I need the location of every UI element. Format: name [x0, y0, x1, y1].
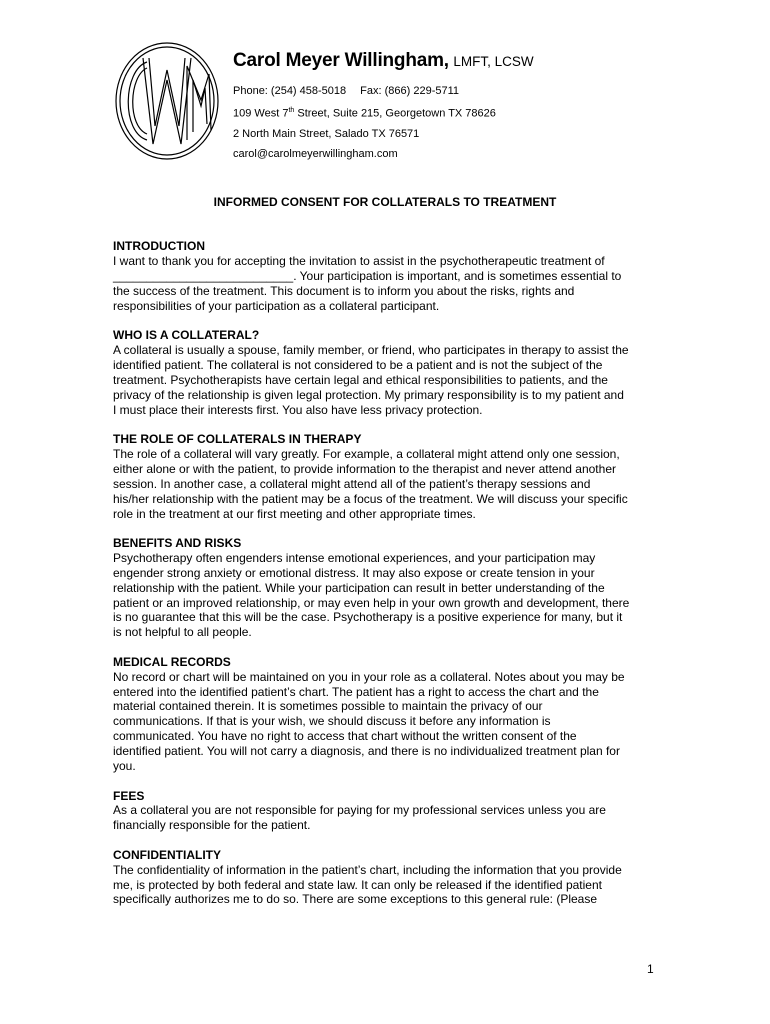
- section-heading: WHO IS A COLLATERAL?: [113, 328, 260, 343]
- paragraph-line: specifically authorizes me to do so. There are some exceptions to this general rule: (Please: [113, 892, 598, 907]
- paragraph-line: either alone or with the patient, to provide information to the therapist and never attend another: [113, 461, 616, 476]
- section-heading: INTRODUCTION: [113, 239, 205, 253]
- letterhead: [233, 50, 534, 164]
- section-introduction: [113, 239, 658, 314]
- paragraph-line: identified patient. The collateral is not considered to be a patient and is not the subject of the: [113, 357, 603, 372]
- paragraph-line: Psychotherapy often engenders intense emotional experiences, and your participation may: [113, 550, 596, 565]
- section-heading: MEDICAL RECORDS: [113, 654, 231, 669]
- paragraph-line: entered into the identified patient’s chart. The patient has a right to access the chart and the: [113, 684, 599, 699]
- paragraph-line: treatment. Psychotherapists have certain legal and ethical responsibilities to patients, and the: [113, 372, 608, 387]
- section-heading: THE ROLE OF COLLATERALS IN THERAPY: [113, 431, 362, 446]
- section-the-role-of-collaterals-in-therapy: [113, 432, 658, 521]
- contact-phone-fax: [233, 81, 534, 101]
- document-title: INFORMED CONSENT FOR COLLATERALS TO TREATMENT: [213, 195, 557, 209]
- address-georgetown: [233, 101, 534, 124]
- page-number: 1: [647, 962, 654, 976]
- document-body: [113, 239, 658, 922]
- paragraph-line: the success of the treatment. This document is to inform you about the risks, rights and: [113, 283, 575, 298]
- paragraph-line: No record or chart will be maintained on you in your role as a collateral. Notes about you may be: [113, 669, 625, 684]
- paragraph-line: responsibilities of your participation as a collateral participant.: [113, 298, 440, 313]
- paragraph-line: A collateral is usually a spouse, family member, or friend, who participates in therapy to assist the: [113, 342, 629, 357]
- paragraph-line: his/her relationship with the patient may be a focus of the treatment. We will discuss your specific: [113, 491, 628, 506]
- paragraph-line: The role of a collateral will vary greatly. For example, a collateral might attend only one session,: [113, 446, 620, 461]
- email: carol@carolmeyerwillingham.com: [233, 147, 398, 160]
- paragraph-line: financially responsible for the patient.: [113, 818, 311, 833]
- phone: Phone: (254) 458-5018: [233, 85, 347, 97]
- paragraph-line: is not helpful to all people.: [113, 625, 252, 640]
- paragraph-line: me, is protected by both federal and state law. It can only be released if the identified patient: [113, 877, 602, 892]
- paragraph-line: identified patient. You will not carry a diagnosis, and there is no individualized treatment plan for: [113, 744, 620, 759]
- paragraph-line: As a collateral you are not responsible for paying for my professional services unless you are: [113, 803, 606, 818]
- paragraph-line: patient or an improved relationship, or may even help in your own growth and development, there: [113, 595, 630, 610]
- paragraph-line: communicated. You have no right to access that chart without the written consent of the: [113, 729, 577, 744]
- paragraph-line: session. In another case, a collateral might attend all of the patient’s therapy sessions and: [113, 476, 591, 491]
- section-who-is-a-collateral: [113, 328, 658, 417]
- paragraph-line: The confidentiality of information in the patient’s chart, including the information that you provide: [113, 862, 622, 877]
- section-heading: BENEFITS AND RISKS: [113, 535, 242, 550]
- section-benefits-and-risks: [113, 536, 658, 640]
- paragraph-line: I must place their interests first. You also have less privacy protection.: [113, 402, 483, 417]
- cwm-logo: [113, 40, 221, 162]
- paragraph-line: engender strong anxiety or emotional distress. It may also expose or create tension in your: [113, 565, 595, 580]
- paragraph-line: material contained therein. It is sometimes possible to maintain the privacy of our: [113, 699, 543, 714]
- paragraph-line: relationship with the patient. While your participation can result in better understanding of the: [113, 580, 605, 595]
- section-confidentiality: [113, 848, 658, 908]
- paragraph-line: communications. If that is your wish, we should discuss it before any information is: [113, 714, 551, 729]
- practitioner-credentials: LMFT, LCSW: [453, 54, 534, 69]
- address1-rest: Street, Suite 215, Georgetown TX 78626: [294, 107, 496, 120]
- address1-part: 109 West 7: [233, 107, 289, 120]
- practitioner-name: Carol Meyer Willingham,: [233, 50, 449, 71]
- section-fees: [113, 789, 658, 834]
- paragraph-line: ___________________________. Your participation is important, and is sometimes essential to: [113, 268, 622, 283]
- paragraph-line: privacy of the relationship is given legal protection. My primary responsibility is to my patient and: [113, 387, 624, 402]
- practitioner-name-line: [233, 50, 534, 72]
- fax: Fax: (866) 229-5711: [360, 85, 460, 97]
- address-salado: 2 North Main Street, Salado TX 76571: [233, 127, 420, 140]
- address1-sup: th: [288, 107, 295, 114]
- paragraph-line: I want to thank you for accepting the invitation to assist in the psychotherapeutic treatment of: [113, 253, 605, 268]
- section-heading: CONFIDENTIALITY: [113, 847, 221, 862]
- paragraph-line: is no guarantee that this will be the case. Psychotherapy is a positive experience for many, but it: [113, 610, 623, 625]
- paragraph-line: you.: [113, 759, 136, 774]
- section-medical-records: [113, 655, 658, 774]
- paragraph-line: role in the treatment at our first meeting and other appropriate times.: [113, 506, 476, 521]
- section-heading: FEES: [113, 788, 145, 803]
